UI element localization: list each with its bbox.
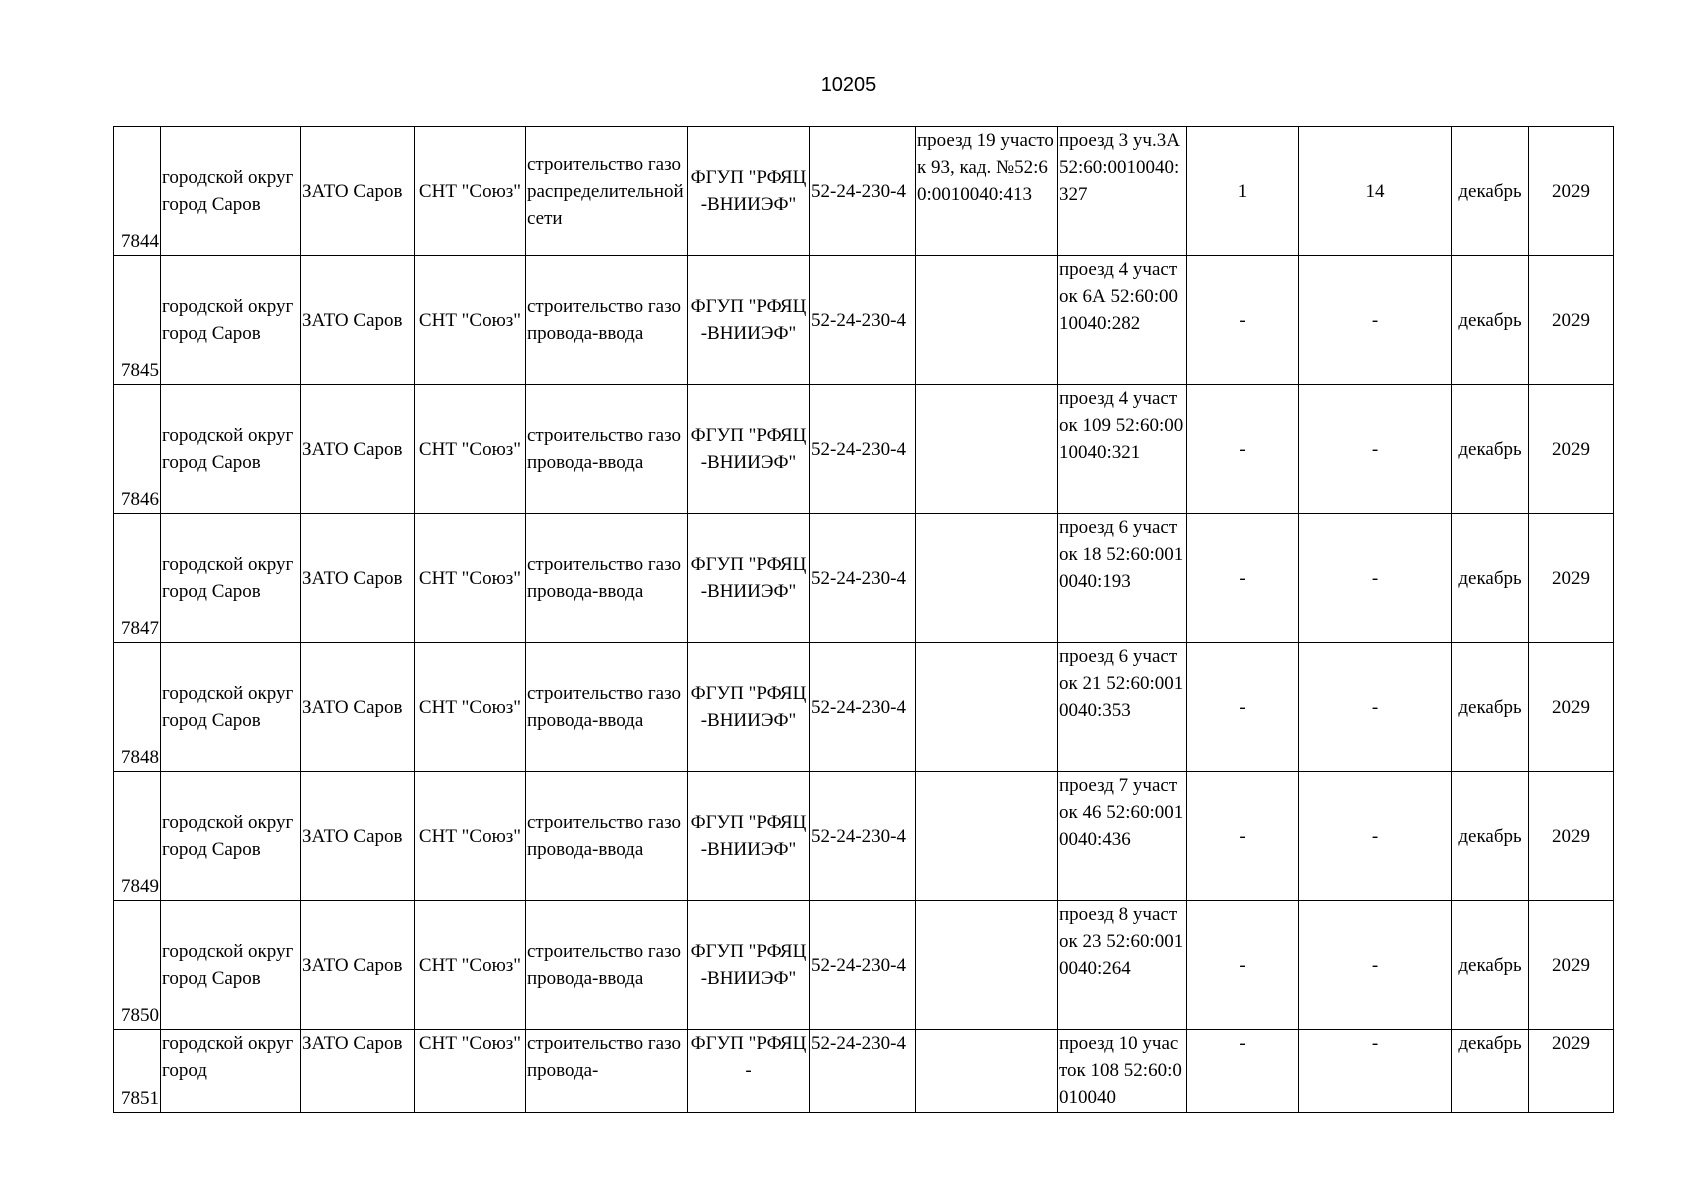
cadastre-cell-text: проезд 4 участок 6А 52:60:0010040:282 xyxy=(1059,259,1179,334)
count-a-cell-text: - xyxy=(1239,1033,1246,1054)
cadastre-cell xyxy=(1058,385,1187,514)
location-cell-text: СНТ "Союз" xyxy=(418,567,522,589)
row-number-text: 7846 xyxy=(121,489,159,510)
count-b-cell xyxy=(1299,256,1452,385)
district-cell xyxy=(161,514,301,643)
count-a-cell-text: - xyxy=(1239,438,1246,460)
address-cell xyxy=(916,385,1058,514)
location-cell-text: СНТ "Союз" xyxy=(418,954,522,976)
code-cell-text: 52-24-230-4 xyxy=(811,825,906,847)
month-cell-text: декабрь xyxy=(1458,954,1522,976)
code-cell xyxy=(810,643,916,772)
table-row xyxy=(114,901,1614,1030)
count-b-cell xyxy=(1299,772,1452,901)
table-row xyxy=(114,1030,1614,1113)
code-cell xyxy=(810,256,916,385)
work-type-cell-text: строительство газопровода-ввода xyxy=(527,683,681,731)
location-cell xyxy=(415,256,526,385)
zato-cell-text: ЗАТО Саров xyxy=(302,567,403,589)
row-number-text: 7849 xyxy=(121,876,159,897)
count-a-cell xyxy=(1187,127,1299,256)
organization-cell xyxy=(688,1030,810,1113)
month-cell xyxy=(1452,514,1529,643)
work-type-cell xyxy=(526,643,688,772)
organization-cell-text: ФГУП "РФЯЦ-ВНИИЭФ" xyxy=(690,167,807,215)
year-cell-text: 2029 xyxy=(1552,567,1590,589)
zato-cell xyxy=(301,901,415,1030)
year-cell xyxy=(1529,127,1614,256)
cadastre-cell xyxy=(1058,514,1187,643)
district-cell xyxy=(161,385,301,514)
location-cell-text: СНТ "Союз" xyxy=(418,825,522,847)
cadastre-cell-text: проезд 4 участок 109 52:60:0010040:321 xyxy=(1059,388,1184,463)
code-cell xyxy=(810,127,916,256)
year-cell-text: 2029 xyxy=(1552,180,1590,202)
count-a-cell xyxy=(1187,643,1299,772)
organization-cell-text: ФГУП "РФЯЦ-ВНИИЭФ" xyxy=(690,812,807,860)
month-cell-text: декабрь xyxy=(1458,438,1522,460)
code-cell xyxy=(810,772,916,901)
page-number: 10205 xyxy=(820,74,877,96)
year-cell xyxy=(1529,772,1614,901)
row-number-text: 7844 xyxy=(121,231,159,252)
work-type-cell-text: строительство газопровода- xyxy=(527,1033,681,1081)
cadastre-cell xyxy=(1058,772,1187,901)
work-type-cell xyxy=(526,772,688,901)
row-number-text: 7845 xyxy=(121,360,159,381)
row-number-text: 7851 xyxy=(121,1088,159,1109)
district-cell-text: городской округ город Саров xyxy=(162,941,294,989)
count-b-cell xyxy=(1299,127,1452,256)
year-cell xyxy=(1529,514,1614,643)
cadastre-cell xyxy=(1058,256,1187,385)
work-type-cell xyxy=(526,1030,688,1113)
organization-cell-text: ФГУП "РФЯЦ-ВНИИЭФ" xyxy=(690,941,807,989)
code-cell xyxy=(810,514,916,643)
work-type-cell xyxy=(526,127,688,256)
address-cell xyxy=(916,772,1058,901)
cadastre-cell-text: проезд 3 уч.3А 52:60:0010040:327 xyxy=(1059,130,1180,205)
work-type-cell-text: строительство газопровода-ввода xyxy=(527,554,681,602)
row-number xyxy=(114,901,161,1030)
row-number xyxy=(114,1030,161,1113)
organization-cell-text: ФГУП "РФЯЦ-ВНИИЭФ" xyxy=(690,683,807,731)
count-b-cell-text: - xyxy=(1371,696,1379,718)
count-a-cell-text: - xyxy=(1239,309,1246,331)
location-cell-text: СНТ "Союз" xyxy=(418,309,522,331)
code-cell-text: 52-24-230-4 xyxy=(811,438,906,460)
work-type-cell-text: строительство газопровода-ввода xyxy=(527,812,681,860)
work-type-cell-text: строительство газопровода-ввода xyxy=(527,425,681,473)
row-number xyxy=(114,385,161,514)
row-number xyxy=(114,256,161,385)
month-cell-text: декабрь xyxy=(1458,825,1522,847)
cadastre-cell-text: проезд 10 участок 108 52:60:0010040 xyxy=(1059,1033,1182,1108)
count-a-cell xyxy=(1187,385,1299,514)
year-cell xyxy=(1529,256,1614,385)
district-cell xyxy=(161,256,301,385)
work-type-cell xyxy=(526,514,688,643)
count-a-cell xyxy=(1187,256,1299,385)
code-cell-text: 52-24-230-4 xyxy=(811,309,906,331)
month-cell xyxy=(1452,127,1529,256)
month-cell xyxy=(1452,256,1529,385)
count-b-cell-text: - xyxy=(1371,825,1379,847)
table-row xyxy=(114,772,1614,901)
location-cell xyxy=(415,514,526,643)
code-cell xyxy=(810,901,916,1030)
organization-cell-text: ФГУП "РФЯЦ-ВНИИЭФ" xyxy=(690,296,807,344)
register-rows xyxy=(114,127,1614,1113)
zato-cell-text: ЗАТО Саров xyxy=(302,1033,403,1054)
count-b-cell-text: - xyxy=(1371,1033,1379,1054)
count-b-cell-text: - xyxy=(1371,954,1379,976)
district-cell xyxy=(161,643,301,772)
organization-cell xyxy=(688,256,810,385)
count-a-cell xyxy=(1187,514,1299,643)
row-number-text: 7848 xyxy=(121,747,159,768)
cadastre-cell-text: проезд 6 участок 18 52:60:0010040:193 xyxy=(1059,517,1184,592)
work-type-cell-text: строительство газопровода-ввода xyxy=(527,296,681,344)
row-number xyxy=(114,127,161,256)
cadastre-cell-text: проезд 7 участок 46 52:60:0010040:436 xyxy=(1059,775,1184,850)
zato-cell xyxy=(301,127,415,256)
location-cell xyxy=(415,772,526,901)
year-cell-text: 2029 xyxy=(1552,696,1590,718)
district-cell-text: городской округ город Саров xyxy=(162,554,294,602)
month-cell-text: декабрь xyxy=(1458,567,1522,589)
year-cell-text: 2029 xyxy=(1552,309,1590,331)
organization-cell-text: ФГУП "РФЯЦ-ВНИИЭФ" xyxy=(690,554,807,602)
cadastre-cell-text: проезд 8 участок 23 52:60:0010040:264 xyxy=(1059,904,1184,979)
cadastre-cell-text: проезд 6 участок 21 52:60:0010040:353 xyxy=(1059,646,1184,721)
organization-cell-text: ФГУП "РФЯЦ-ВНИИЭФ" xyxy=(690,425,807,473)
count-b-cell xyxy=(1299,385,1452,514)
code-cell-text: 52-24-230-4 xyxy=(811,696,906,718)
cadastre-cell xyxy=(1058,901,1187,1030)
month-cell-text: декабрь xyxy=(1458,309,1522,331)
zato-cell xyxy=(301,643,415,772)
district-cell xyxy=(161,127,301,256)
zato-cell-text: ЗАТО Саров xyxy=(302,696,403,718)
location-cell xyxy=(415,1030,526,1113)
code-cell-text: 52-24-230-4 xyxy=(811,567,906,589)
count-b-cell xyxy=(1299,901,1452,1030)
location-cell-text: СНТ "Союз" xyxy=(418,438,522,460)
month-cell-text: декабрь xyxy=(1458,696,1522,718)
location-cell-text: СНТ "Союз" xyxy=(418,696,522,718)
table-row xyxy=(114,514,1614,643)
count-b-cell xyxy=(1299,643,1452,772)
location-cell xyxy=(415,385,526,514)
location-cell-text: СНТ "Союз" xyxy=(418,1033,522,1054)
code-cell-text: 52-24-230-4 xyxy=(811,1033,906,1054)
organization-cell xyxy=(688,127,810,256)
year-cell-text: 2029 xyxy=(1552,825,1590,847)
count-a-cell-text: 1 xyxy=(1237,180,1248,202)
count-b-cell xyxy=(1299,514,1452,643)
month-cell xyxy=(1452,1030,1529,1113)
month-cell-text: декабрь xyxy=(1458,1033,1522,1054)
zato-cell-text: ЗАТО Саров xyxy=(302,309,403,331)
district-cell-text: городской округ город Саров xyxy=(162,812,294,860)
district-cell xyxy=(161,772,301,901)
table-row xyxy=(114,127,1614,256)
count-b-cell-text: 14 xyxy=(1365,180,1385,202)
zato-cell xyxy=(301,385,415,514)
work-type-cell xyxy=(526,385,688,514)
zato-cell-text: ЗАТО Саров xyxy=(302,825,403,847)
row-number xyxy=(114,514,161,643)
count-a-cell xyxy=(1187,1030,1299,1113)
organization-cell xyxy=(688,514,810,643)
district-cell-text: городской округ город Саров xyxy=(162,425,294,473)
zato-cell xyxy=(301,1030,415,1113)
zato-cell xyxy=(301,772,415,901)
zato-cell-text: ЗАТО Саров xyxy=(302,954,403,976)
month-cell xyxy=(1452,385,1529,514)
organization-cell xyxy=(688,385,810,514)
count-b-cell-text: - xyxy=(1371,438,1379,460)
code-cell-text: 52-24-230-4 xyxy=(811,954,906,976)
register-table xyxy=(113,126,1614,1113)
district-cell-text: городской округ город xyxy=(162,1033,294,1081)
address-cell-text: проезд 19 участок 93, кад. №52:60:0010040:413 xyxy=(917,130,1054,205)
row-number xyxy=(114,772,161,901)
address-cell xyxy=(916,1030,1058,1113)
year-cell-text: 2029 xyxy=(1552,954,1590,976)
year-cell xyxy=(1529,385,1614,514)
year-cell xyxy=(1529,901,1614,1030)
district-cell-text: городской округ город Саров xyxy=(162,167,294,215)
table-row xyxy=(114,256,1614,385)
district-cell xyxy=(161,901,301,1030)
count-a-cell-text: - xyxy=(1239,696,1246,718)
location-cell xyxy=(415,901,526,1030)
count-a-cell-text: - xyxy=(1239,954,1246,976)
table-row xyxy=(114,643,1614,772)
address-cell xyxy=(916,127,1058,256)
organization-cell xyxy=(688,901,810,1030)
month-cell xyxy=(1452,772,1529,901)
count-a-cell-text: - xyxy=(1239,825,1246,847)
count-a-cell-text: - xyxy=(1239,567,1246,589)
organization-cell xyxy=(688,772,810,901)
address-cell xyxy=(916,901,1058,1030)
work-type-cell-text: строительство газораспределительной сети xyxy=(527,153,684,229)
month-cell xyxy=(1452,643,1529,772)
code-cell xyxy=(810,1030,916,1113)
year-cell-text: 2029 xyxy=(1552,438,1590,460)
district-cell xyxy=(161,1030,301,1113)
address-cell xyxy=(916,643,1058,772)
district-cell-text: городской округ город Саров xyxy=(162,296,294,344)
organization-cell xyxy=(688,643,810,772)
row-number-text: 7847 xyxy=(121,618,159,639)
row-number-text: 7850 xyxy=(121,1005,159,1026)
work-type-cell xyxy=(526,901,688,1030)
code-cell-text: 52-24-230-4 xyxy=(811,180,906,202)
work-type-cell-text: строительство газопровода-ввода xyxy=(527,941,681,989)
cadastre-cell xyxy=(1058,643,1187,772)
year-cell xyxy=(1529,1030,1614,1113)
table-row xyxy=(114,385,1614,514)
month-cell xyxy=(1452,901,1529,1030)
count-a-cell xyxy=(1187,772,1299,901)
address-cell xyxy=(916,514,1058,643)
code-cell xyxy=(810,385,916,514)
cadastre-cell xyxy=(1058,127,1187,256)
zato-cell-text: ЗАТО Саров xyxy=(302,438,403,460)
count-b-cell xyxy=(1299,1030,1452,1113)
location-cell-text: СНТ "Союз" xyxy=(418,180,522,202)
cadastre-cell xyxy=(1058,1030,1187,1113)
district-cell-text: городской округ город Саров xyxy=(162,683,294,731)
year-cell xyxy=(1529,643,1614,772)
month-cell-text: декабрь xyxy=(1458,180,1522,202)
location-cell xyxy=(415,643,526,772)
address-cell xyxy=(916,256,1058,385)
work-type-cell xyxy=(526,256,688,385)
count-a-cell xyxy=(1187,901,1299,1030)
zato-cell xyxy=(301,514,415,643)
count-b-cell-text: - xyxy=(1371,567,1379,589)
zato-cell-text: ЗАТО Саров xyxy=(302,180,403,202)
organization-cell-text: ФГУП "РФЯЦ- xyxy=(690,1033,807,1081)
location-cell xyxy=(415,127,526,256)
count-b-cell-text: - xyxy=(1371,309,1379,331)
year-cell-text: 2029 xyxy=(1552,1033,1590,1054)
zato-cell xyxy=(301,256,415,385)
row-number xyxy=(114,643,161,772)
